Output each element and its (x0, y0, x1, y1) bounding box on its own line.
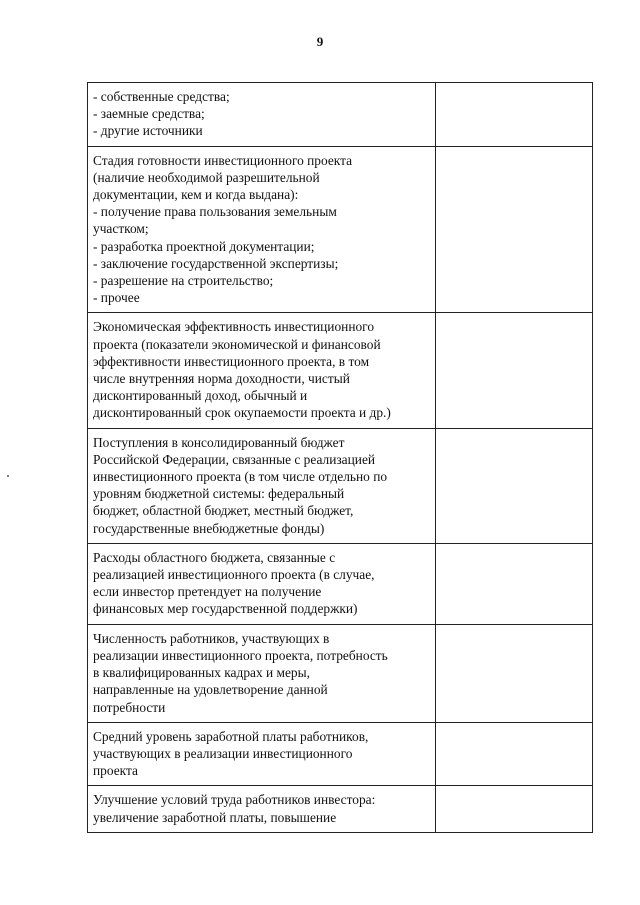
row-label-line: уровням бюджетной системы: федеральный (93, 486, 345, 502)
row-label-line: - получение права пользования земельным (93, 204, 337, 220)
row-label-line: - другие источники (93, 123, 203, 139)
row-value-cell[interactable] (436, 428, 593, 543)
row-label-line: числе внутренняя норма доходности, чистый (93, 371, 350, 387)
row-label-line: реализации инвестиционного проекта, потребность (93, 647, 388, 663)
row-label-line: проекта (93, 763, 138, 779)
row-label-cell (88, 624, 436, 722)
row-value-cell[interactable] (436, 786, 593, 832)
row-label-line: - собственные средства; (93, 89, 230, 104)
row-label-line: - заемные средства; (93, 106, 205, 122)
row-label-cell (88, 786, 436, 832)
row-label-cell (88, 313, 436, 428)
row-label-line: финансовых мер государственной поддержки) (93, 601, 358, 617)
table-row (88, 722, 593, 786)
row-value-cell[interactable] (436, 83, 593, 147)
row-label-line: в квалифицированных кадрах и меры, (93, 665, 310, 681)
row-label-line: дисконтированный доход, обычный и (93, 388, 308, 404)
row-label-line: увеличение заработной платы, повышение (93, 809, 337, 825)
row-label-line: Расходы областного бюджета, связанные с (93, 549, 336, 565)
row-label-line: Поступления в консолидированный бюджет (93, 434, 345, 450)
row-label-line: инвестиционного проекта (в том числе отдельно по (93, 469, 388, 485)
table-row (88, 428, 593, 543)
row-label-line: потребности (93, 699, 166, 715)
row-label-line: Стадия готовности инвестиционного проекта (93, 152, 353, 168)
row-label-line: участвующих в реализации инвестиционного (93, 745, 353, 761)
row-label-line: Российской Федерации, связанные с реализацией (93, 451, 376, 467)
row-label-line: проекта (показатели экономической и финансовой (93, 336, 381, 352)
table-row (88, 624, 593, 722)
table-row (88, 313, 593, 428)
row-label-line: эффективности инвестиционного проекта, в том (93, 353, 370, 369)
row-label-cell (88, 83, 436, 147)
row-label-line: бюджет, областной бюджет, местный бюджет, (93, 503, 354, 519)
row-label-line: государственные внебюджетные фонды) (93, 520, 325, 536)
row-label-line: - прочее (93, 290, 140, 306)
row-label-line: Средний уровень заработной платы работников, (93, 728, 369, 744)
row-label-cell (88, 722, 436, 786)
row-label-line: реализацией инвестиционного проекта (в случае, (93, 567, 375, 583)
table-row (88, 786, 593, 832)
row-label-line: Экономическая эффективность инвестиционного (93, 319, 375, 335)
table-row (88, 146, 593, 313)
row-label-line: - разрешение на строительство; (93, 273, 274, 289)
row-label-cell (88, 543, 436, 624)
row-label-line: - разработка проектной документации; (93, 238, 315, 254)
row-label-line: Численность работников, участвующих в (93, 630, 330, 646)
page-number: 9 (316, 34, 324, 49)
table-row (88, 543, 593, 624)
row-label-cell (88, 428, 436, 543)
row-label-line: если инвестор претендует на получение (93, 584, 322, 600)
row-value-cell[interactable] (436, 543, 593, 624)
row-label-cell (88, 146, 436, 313)
investment-project-table (87, 82, 593, 833)
table-row (88, 83, 593, 147)
row-label-line: дисконтированный срок окупаемости проекта и др.) (93, 405, 391, 421)
row-value-cell[interactable] (436, 722, 593, 786)
row-value-cell[interactable] (436, 624, 593, 722)
row-label-line: Улучшение условий труда работников инвестора: (93, 792, 376, 808)
row-value-cell[interactable] (436, 313, 593, 428)
row-label-line: (наличие необходимой разрешительной (93, 169, 320, 185)
row-label-line: участком; (93, 221, 149, 237)
row-label-line: - заключение государственной экспертизы; (93, 255, 339, 271)
row-label-line: документации, кем и когда выдана): (93, 187, 299, 203)
scan-speck (7, 475, 9, 477)
row-label-line: направленные на удовлетворение данной (93, 682, 328, 698)
row-value-cell[interactable] (436, 146, 593, 313)
